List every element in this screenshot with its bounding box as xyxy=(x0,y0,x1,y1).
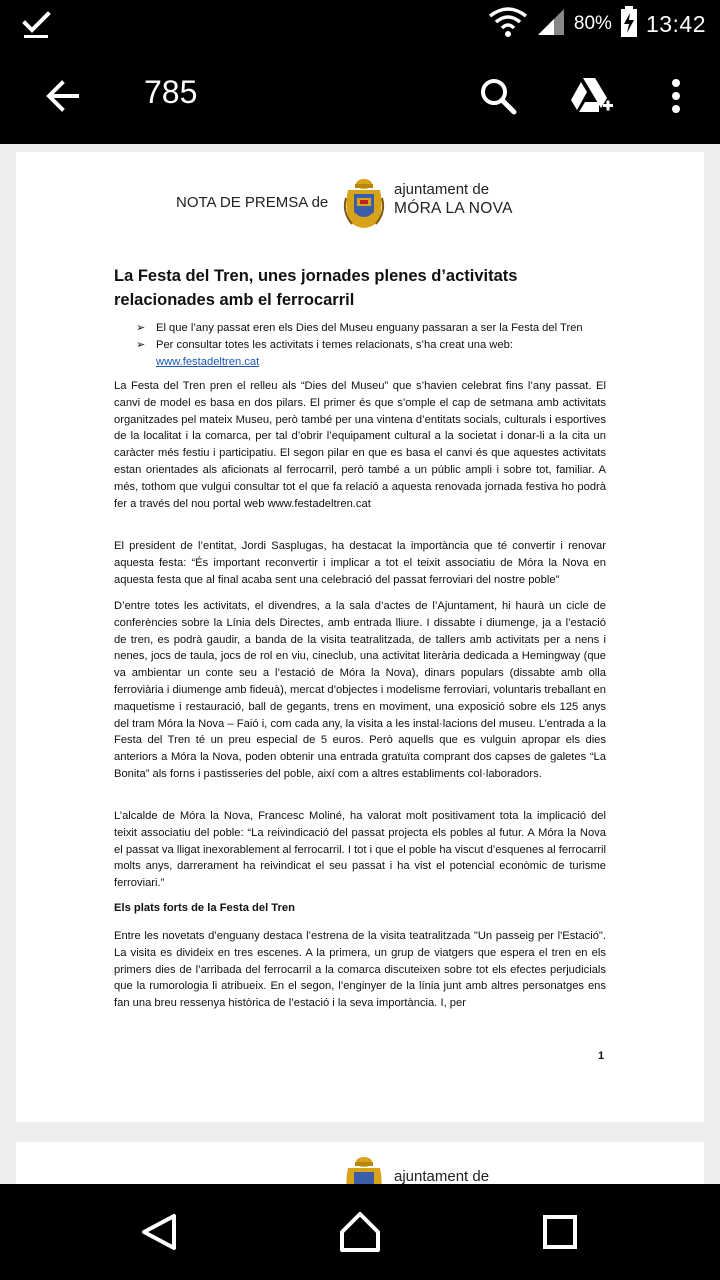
list-item: ➢ El que l’any passat eren els Dies del Museu enguany passaran a ser la Festa del Tren xyxy=(136,320,616,337)
recents-square-icon xyxy=(542,1214,578,1250)
town-crest-icon xyxy=(342,1156,386,1184)
town-crest-icon xyxy=(342,178,386,234)
article-title: La Festa del Tren, unes jornades plenes d’activitats relacionades amb el ferrocarril xyxy=(114,267,518,309)
ajuntament-label: ajuntament de xyxy=(394,181,490,198)
navigation-bar xyxy=(0,1184,720,1280)
arrow-bullet-icon: ➢ xyxy=(136,322,146,334)
page-title: 785 xyxy=(144,74,198,110)
ajuntament-label: ajuntament de xyxy=(394,1168,490,1184)
cell-signal-icon xyxy=(536,7,566,42)
more-options-button[interactable] xyxy=(650,68,702,124)
document-viewer[interactable] xyxy=(0,144,720,1184)
paragraph: D’entre totes les activitats, el divendres, a la sala d’actes de l’Ajuntament, hi haurà un cicle de conferències sobre la Línia dels Directes, amb entrada lliure. I dissabte i diumenge, ja a l’estació de tren, es podrà gaudir, a banda de la visita teatralitzada, de tallers amb activitats per a nens i nenes, jocs de taula, jocs de rol en viu, cineclub, una activitat literària dedicada a Hemingway (que va ambientar un conte seu a l’estació de Móra la Nova), dinars populars (dissabte amb olla ferroviària i diumenge amb fideuà), mercat d’objectes i modelisme ferroviari, voluntaris treballant en maquetisme i restauració, ball de gegants, trens en moviment, una exposició sobre els 125 anys del tram Móra la Nova – Faió i, com cada any, la visita a les instal·lacions del museu. L’entrada a la Festa del Tren té un preu especial de 5 euros. Però aquells que es vulguin apropar els dies anteriors a Móra la Nova, poden obtenir una entrada gratuïta comprant dos capses de galetes “La Bonita” als forns i pastisseries del poble, així com a altres establiments col·laboradors. xyxy=(114,600,606,780)
page-number: 1 xyxy=(598,1050,605,1062)
download-done-icon xyxy=(22,10,52,40)
nav-back-button[interactable] xyxy=(136,1208,184,1256)
document-page-1 xyxy=(16,152,704,1122)
clock: 13:42 xyxy=(645,10,706,37)
search-icon xyxy=(479,77,517,115)
drive-add-icon xyxy=(569,76,615,116)
arrow-back-icon xyxy=(46,80,82,112)
app-bar xyxy=(0,48,720,144)
back-button[interactable] xyxy=(36,72,92,120)
wifi-icon xyxy=(488,6,528,43)
town-name: MÓRA LA NOVA xyxy=(394,200,513,217)
battery-percentage: 80% xyxy=(573,13,612,34)
section-heading: Els plats forts de la Festa del Tren xyxy=(114,902,295,914)
list-item: ➢ Per consultar totes les activitats i temes relacionats, s’ha creat una web: www.festadeltren.cat xyxy=(136,339,513,368)
summary-bullets xyxy=(136,320,616,371)
nav-home-button[interactable] xyxy=(336,1208,384,1256)
paragraph: L’alcalde de Móra la Nova, Francesc Moliné, ha valorat molt positivament tota la implicació del teixit associatiu del poble: “La reivindicació del passat projecta els pobles al futur. A Móra la Nova el passat va lligat inexorablement al ferrocarril. I tot i que el poble ha viscut d’esquenes al ferrocarril molts anys, darrerament ha reivindicat el seu passat i ha vist el potencial econòmic de turisme ferroviari.” xyxy=(114,810,606,890)
nav-recents-button[interactable] xyxy=(536,1208,584,1256)
status-bar xyxy=(0,0,720,48)
search-button[interactable] xyxy=(470,68,526,124)
press-release-header xyxy=(16,172,704,232)
arrow-bullet-icon: ➢ xyxy=(136,339,146,351)
paragraph: Entre les novetats d’enguany destaca l’estrena de la visita teatralitzada "Un passeig per l'Estació". La visita es divideix en tres escenes. A la primera, un grup de viatgers que espera el tren en els primers dies de l’arribada del ferrocarril a la comarca discuteixen sobre tot els efectes perjudicials que la rumorologia li atribueix. En el segon, l’enginyer de la línia junt amb altres personatges ens fan una breu ressenya històrica de l’estació i la seva importància. I, per xyxy=(114,930,606,1010)
add-to-drive-button[interactable] xyxy=(562,68,622,124)
status-indicators xyxy=(488,0,706,48)
triangle-back-icon xyxy=(140,1212,180,1252)
home-icon xyxy=(338,1210,382,1254)
more-vert-icon xyxy=(671,78,681,114)
website-link[interactable]: www.festadeltren.cat xyxy=(156,356,260,368)
document-page-2 xyxy=(16,1142,704,1184)
paragraph: El president de l’entitat, Jordi Sasplugas, ha destacat la importància que té convertir i renovar aquesta festa: “És important reconvertir i implicar a tot el teixit associatiu de Móra la Nova en aquesta festa que al final acaba sent una celebració del passat ferroviari del nostre poble” xyxy=(114,540,606,586)
paragraph: La Festa del Tren pren el relleu als “Dies del Museu” que s’havien celebrat fins l’any passat. El canvi de model es basa en dos pilars. El primer és que s’omple el cap de setmana amb activitats organitzades pel mateix Museu, però també per una vintena d’entitats socials, culturals i esportives de la localitat i la comarca, per tal d’obrir l’equipament cultural a la societat i donar-li a la cita un caràcter més festiu i participatiu. El segon pilar en que es basa el canvi és que aquestes activitats estan orientades als aficionats al ferrocarril, però també a un públic ampli i sobre tot, familiar. A més, tothom que vulgui consultar tot el que fa relació a aquesta renovada jornada festiva ho podrà fer a través del nou portal web www.festadeltren.cat xyxy=(114,380,606,510)
press-release-label: NOTA DE PREMSA de xyxy=(176,194,329,211)
battery-charging-icon xyxy=(620,6,638,43)
